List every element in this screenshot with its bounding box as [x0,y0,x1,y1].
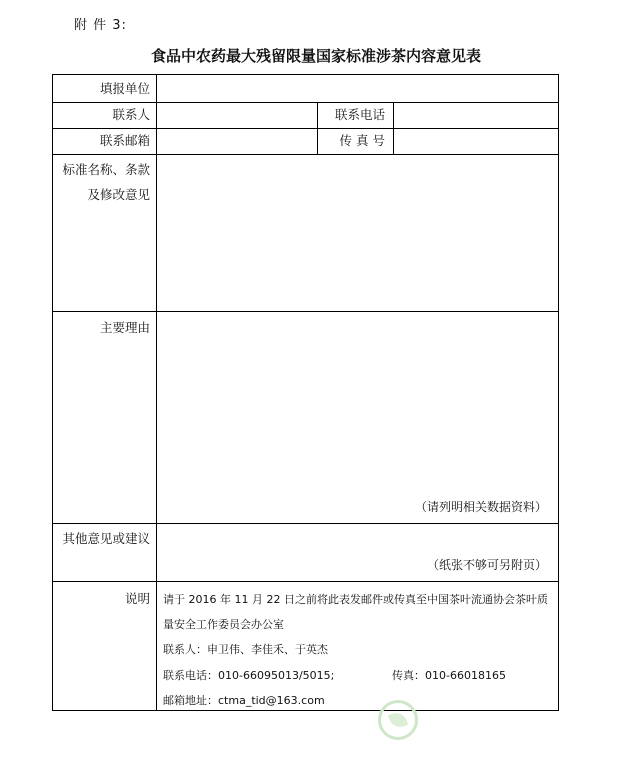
opinion-form-table [52,74,559,711]
table-border-bottom [52,710,559,711]
description-contacts: 联系人：申卫伟、李佳禾、于英杰 [163,643,328,656]
table-border-left [52,74,53,711]
description-line2: 量安全工作委员会办公室 [163,618,284,631]
description-fax: 传真：010-66018165 [392,669,506,682]
tea-leaf-watermark-icon [378,700,418,740]
phone-field[interactable] [394,103,558,128]
other-label: 其他意见或建议 [62,531,150,546]
phone-label: 联系电话 [334,107,385,122]
description-email: 邮箱地址：ctma_tid@163.com [163,694,325,707]
email-label: 联系邮箱 [99,133,150,148]
email-field[interactable] [157,129,317,154]
reason-note: （请列明相关数据资料） [414,500,547,514]
standard-label-line2: 及修改意见 [87,187,150,202]
table-border-right [558,74,559,711]
other-note: （纸张不够可另附页） [426,558,547,572]
description-phone: 联系电话：010-66095013/5015; [163,669,335,682]
column-divider [317,102,318,154]
attachment-label: 附 件 3: [74,18,127,33]
fax-field[interactable] [394,129,558,154]
standard-label-line1: 标准名称、条款 [62,162,150,177]
reason-label: 主要理由 [99,320,150,335]
reason-field[interactable] [157,312,558,523]
description-label: 说明 [124,591,150,606]
unit-field[interactable] [157,75,558,102]
description-line1: 请于 2016 年 11 月 22 日之前将此表发邮件或传真至中国茶叶流通协会茶叶质 [163,593,548,606]
contact-field[interactable] [157,103,317,128]
standard-opinion-field[interactable] [157,155,558,311]
other-field[interactable] [157,524,558,581]
contact-label: 联系人 [112,107,150,122]
unit-label: 填报单位 [99,81,150,96]
fax-label: 传 真 号 [339,133,385,148]
row-divider [52,581,559,582]
form-title: 食品中农药最大残留限量国家标准涉茶内容意见表 [150,47,481,65]
